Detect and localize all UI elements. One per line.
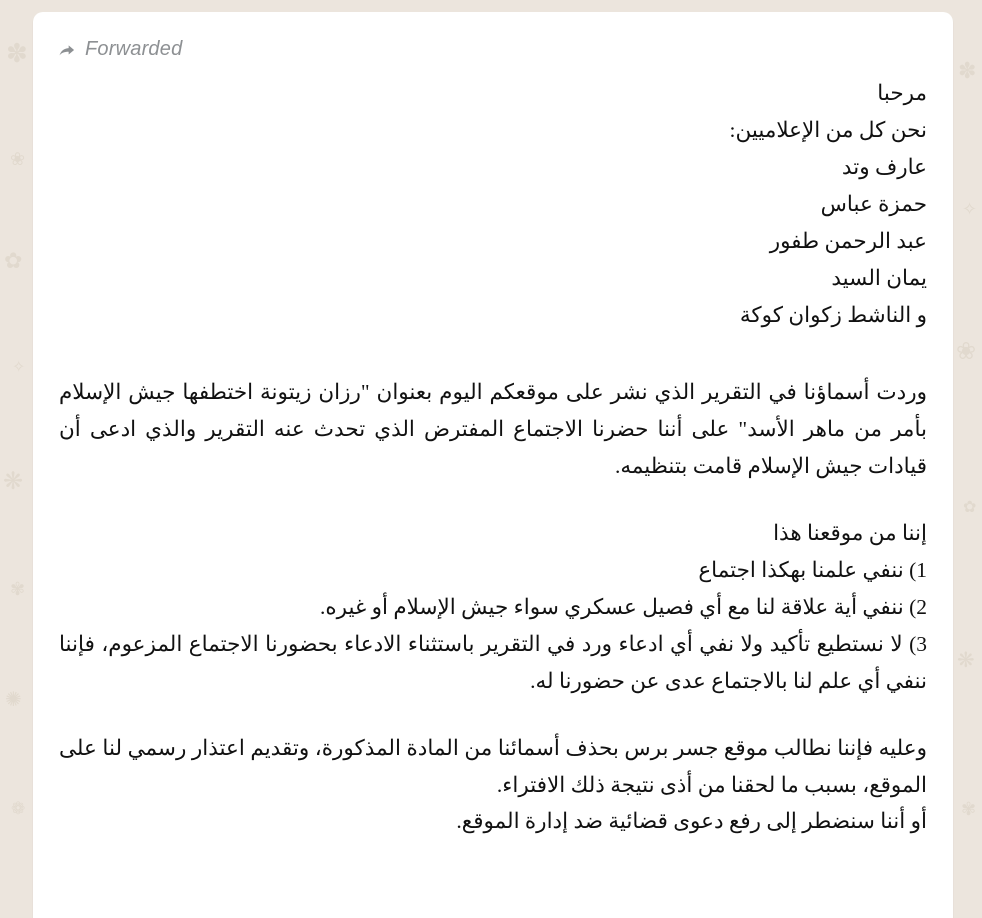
paragraph-spacer bbox=[59, 700, 927, 730]
name-line: عارف وتد bbox=[841, 154, 927, 179]
wallpaper-doodle: ✿ bbox=[963, 499, 977, 516]
wallpaper-doodle: ❋ bbox=[957, 649, 975, 672]
wallpaper-doodle: ✿ bbox=[4, 248, 23, 273]
statement-point: 2) ننفي أية علاقة لنا مع أي فصيل عسكري سواء جيش الإسلام أو غيره. bbox=[320, 594, 927, 619]
wallpaper-doodle: ✽ bbox=[958, 58, 977, 83]
paragraph-spacer bbox=[59, 334, 927, 374]
wallpaper-doodle: ❀ bbox=[10, 149, 26, 169]
statement-point: 1) ننفي علمنا بهكذا اجتماع bbox=[698, 557, 927, 582]
wallpaper-doodle: ✧ bbox=[12, 359, 26, 376]
message-paragraph-1: وردت أسماؤنا في التقرير الذي نشر على موقعكم اليوم بعنوان "رزان زيتونة اختطفها جيش الإسلام بأمر من ماهر الأسد" على أننا حضرنا الاجتماع المفترض الذي تحدث عنه التقرير والذي ادعى أن قيادات جيش الإسلام قامت بتنظيمه. bbox=[59, 379, 927, 478]
name-line: يمان السيد bbox=[831, 265, 927, 290]
message-paragraph-2: وعليه فإننا نطالب موقع جسر برس بحذف أسمائنا من المادة المذكورة، وتقديم اعتذار رسمي لنا على الموقع، بسبب ما لحقنا من أذى نتيجة ذلك الافتراء. bbox=[59, 735, 927, 797]
statement-point: 3) لا نستطيع تأكيد ولا نفي أي ادعاء ورد في التقرير باستثناء الادعاء بحضورنا الاجتماع المزعوم، فإننا ننفي أي علم لنا بالاجتماع عدى عن حضورنا له. bbox=[59, 631, 927, 693]
message-paragraph-3: أو أننا سنضطر إلى رفع دعوى قضائية ضد إدارة الموقع. bbox=[456, 809, 927, 834]
wallpaper-doodle: ✽ bbox=[6, 38, 28, 68]
name-line: و الناشط زكوان كوكة bbox=[739, 302, 927, 327]
forwarded-header bbox=[57, 38, 931, 61]
wallpaper-doodle: ✺ bbox=[5, 689, 22, 711]
message-greeting: مرحبا bbox=[877, 81, 927, 105]
wallpaper-doodle: ❋ bbox=[3, 468, 24, 495]
wallpaper-doodle: ✾ bbox=[10, 579, 26, 599]
message-text bbox=[55, 75, 931, 840]
forward-arrow-icon bbox=[57, 40, 77, 60]
wallpaper-doodle: ✧ bbox=[962, 199, 978, 219]
statement-header: إننا من موقعنا هذا bbox=[773, 520, 927, 545]
paragraph-spacer bbox=[59, 485, 927, 515]
wallpaper-doodle: ❀ bbox=[956, 338, 977, 365]
message-intro: نحن كل من الإعلاميين: bbox=[729, 117, 927, 142]
wallpaper-doodle: ✾ bbox=[961, 799, 977, 819]
forwarded-label: Forwarded bbox=[85, 38, 183, 60]
wallpaper-doodle: ❁ bbox=[11, 799, 26, 818]
name-line: عبد الرحمن طفور bbox=[769, 228, 927, 253]
forwarded-message-bubble[interactable] bbox=[33, 12, 953, 918]
name-line: حمزة عباس bbox=[820, 191, 927, 216]
